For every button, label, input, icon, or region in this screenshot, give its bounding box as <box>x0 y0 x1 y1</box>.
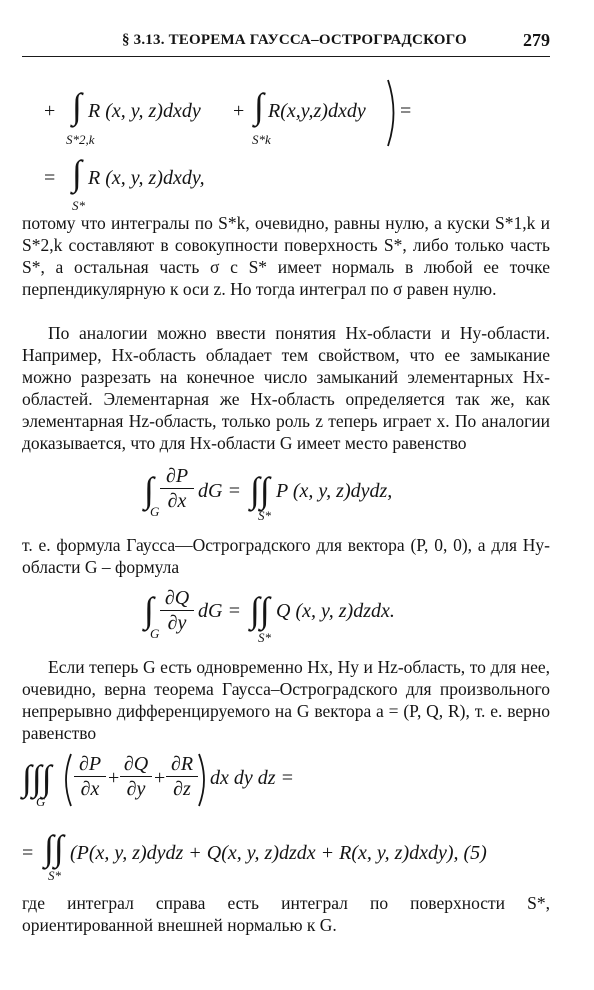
triple-integral-sign: ∫∫∫ <box>22 758 52 798</box>
eq-qy-limit-S: S* <box>258 630 271 645</box>
eq-top-plus2: + <box>233 100 245 122</box>
right-paren <box>385 78 401 148</box>
eq-px-rhs: P (x, y, z)dydz, <box>276 480 393 502</box>
eq-px-limit-S: S* <box>258 508 271 523</box>
integral-sign: ∫ <box>144 590 154 630</box>
paragraph-1: потому что интегралы по S*k, очевидно, равны нулю, а куски S*1,k и S*2,k составляют в совокупности поверхность S*, либо только часть S*, а остальная часть σ с S* имеет нормаль в любой ее точке перпендикулярную к оси z. Но тогда интеграл по σ равен нулю. <box>22 213 550 299</box>
double-integral-sign: ∫∫ <box>250 590 270 630</box>
eq-second-limit: S* <box>72 198 85 213</box>
running-header <box>22 30 550 57</box>
eq-div-tail: dx dy dz = <box>210 767 295 789</box>
fraction-dQ-dy: $\frac{\partial Q}{\partial y}$ <box>120 754 152 799</box>
integral-sign: ∫ <box>254 86 264 126</box>
eq-px-limit-G: G <box>150 504 160 519</box>
eq-second-equals: = <box>44 167 56 189</box>
eq-px-dG: dG = <box>198 480 241 502</box>
integral-sign: ∫ <box>72 86 82 126</box>
paragraph-4: Если теперь G есть одновременно Hx, Hy и Hz-область, то для нее, очевидно, верна теорема Гаусса–Остроградского для произвольного непрерывно дифференцируемого на G вектора a = (P, Q, R), т. е. верно равенство <box>22 657 550 743</box>
fraction-dP-dx: $\frac{\partial P}{\partial x}$ <box>74 754 106 799</box>
left-paren <box>60 752 74 808</box>
eq-top-term2: R(x,y,z)dxdy <box>268 100 366 122</box>
eq-flux-rhs: (P(x, y, z)dydz + Q(x, y, z)dzdx + R(x, y, z)dxdy), (5) <box>70 842 487 864</box>
eq-div-limit-G: G <box>36 794 46 809</box>
eq-second-term: R (x, y, z)dxdy, <box>88 167 205 189</box>
integral-sign: ∫ <box>72 153 82 193</box>
eq-flux-limit-S: S* <box>48 868 61 883</box>
paragraph-3: т. е. формула Гаусса—Остроградского для вектора (P, 0, 0), а для Hy-области G – формула <box>22 535 550 577</box>
eq-qy-rhs: Q (x, y, z)dzdx. <box>276 600 395 622</box>
right-paren <box>196 752 210 808</box>
plus-sign: + <box>154 767 166 789</box>
eq-top-limit2: S*k <box>252 132 271 147</box>
eq-top-term1: R (x, y, z)dxdy <box>88 100 201 122</box>
paragraph-5: где интеграл справа есть интеграл по поверхности S*, ориентированной внешней нормалью к G. <box>22 893 550 935</box>
header-title: § 3.13. ТЕОРЕМА ГАУССА–ОСТРОГРАДСКОГО <box>122 32 467 48</box>
integral-sign: ∫ <box>144 470 154 510</box>
page-number: 279 <box>523 30 550 50</box>
plus-sign: + <box>108 767 120 789</box>
eq-qy-limit-G: G <box>150 626 160 641</box>
double-integral-sign: ∫∫ <box>250 470 270 510</box>
eq-top-limit1: S*2,k <box>66 132 95 147</box>
double-integral-sign: ∫∫ <box>44 828 64 868</box>
fraction-dR-dz: $\frac{\partial R}{\partial z}$ <box>166 754 198 799</box>
fraction-dQ-dy: $\frac{\partial Q}{\partial y}$ <box>160 588 194 633</box>
eq-top-plus: + <box>44 100 56 122</box>
fraction-dP-dx: $\frac{\partial P}{\partial x}$ <box>160 466 194 511</box>
paragraph-2: По аналогии можно ввести понятия Hx-области и Hy-области. Например, Hx-область обладает тем свойством, что ее замыкание можно разрезать на конечное число замыканий элементарных Hx-областей. Элементарная же Hx-область определяется так же, как элементарная Hz-область, только роль z теперь играет x. По аналогии доказывается, что для Hx-области G имеет место равенство <box>22 323 550 453</box>
eq-top-equals: = <box>400 100 412 122</box>
eq-qy-dG: dG = <box>198 600 241 622</box>
eq-flux-equals: = <box>22 842 34 864</box>
